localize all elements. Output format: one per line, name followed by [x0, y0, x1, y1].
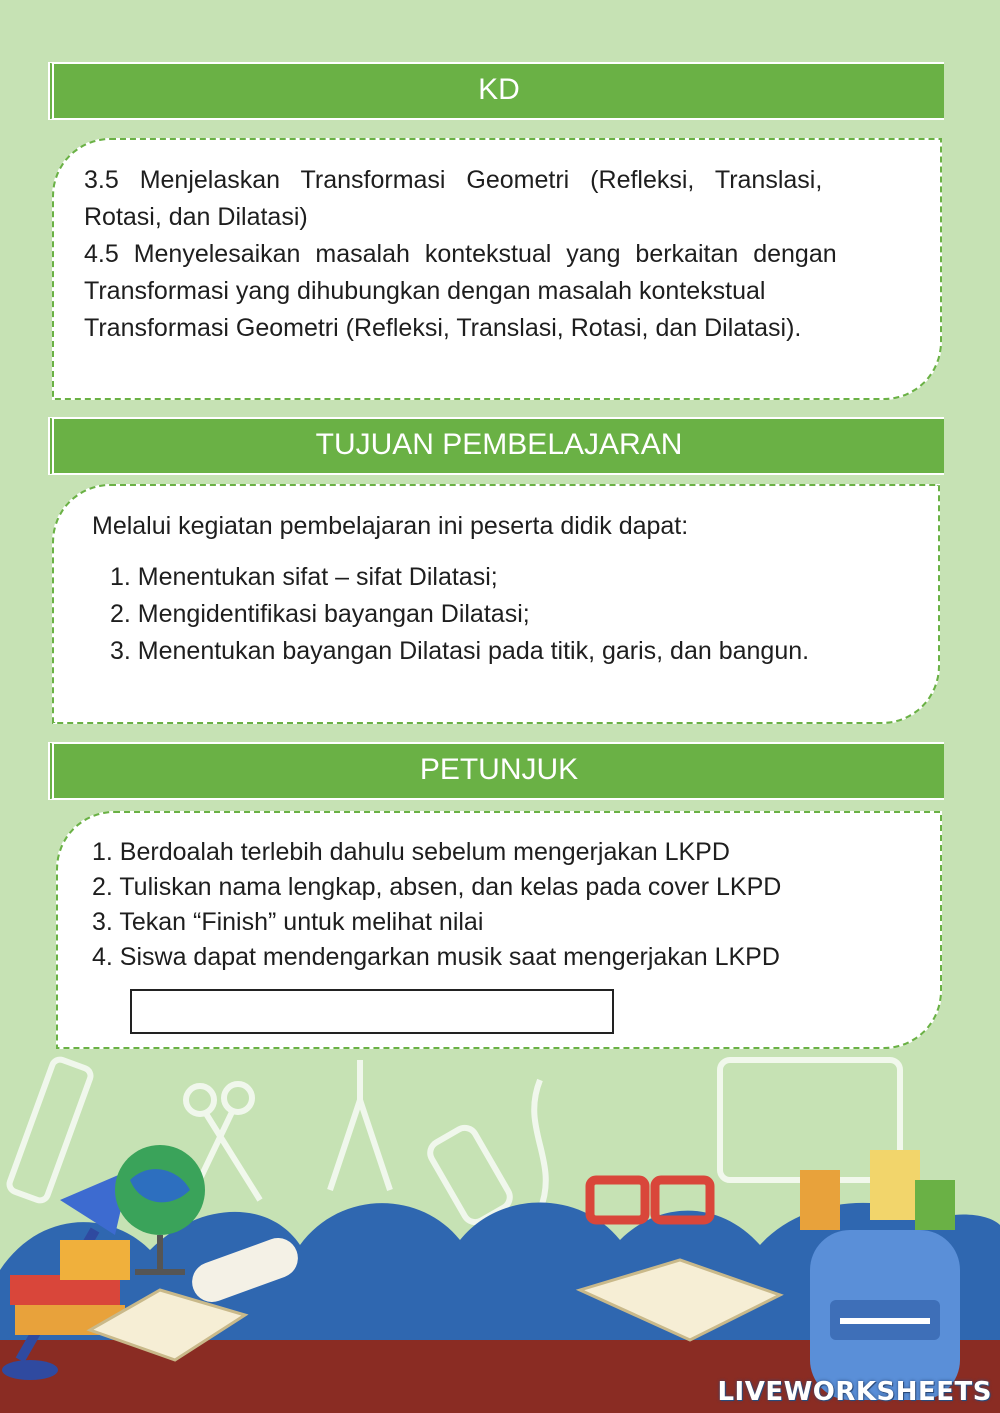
petunjuk-list	[92, 835, 920, 975]
kd-panel	[52, 138, 942, 400]
kd-line-3: 4.5 Menyelesaikan masalah kontekstual yang berkaitan dengan	[84, 240, 837, 268]
kd-line-5: Transformasi Geometri (Refleksi, Translasi, Rotasi, dan Dilatasi).	[84, 314, 802, 342]
petunjuk-title: PETUNJUK	[419, 753, 579, 786]
tujuan-panel	[52, 484, 940, 724]
list-item: 1. Berdoalah terlebih dahulu sebelum mengerjakan LKPD	[92, 838, 730, 866]
kd-line-4: Transformasi yang dihubungkan dengan masalah kontekstual	[84, 277, 766, 305]
school-supplies-illustration	[0, 1040, 1000, 1413]
list-item: 3. Menentukan bayangan Dilatasi pada titik, garis, dan bangun.	[110, 637, 810, 665]
kd-header	[48, 62, 944, 120]
kd-line-2: Rotasi, dan Dilatasi)	[84, 203, 308, 231]
answer-input[interactable]	[130, 989, 614, 1034]
kd-title: KD	[478, 73, 520, 106]
list-item: 3. Tekan “Finish” untuk melihat nilai	[92, 908, 484, 936]
petunjuk-header	[48, 742, 944, 800]
list-item: 1. Menentukan sifat – sifat Dilatasi;	[110, 563, 498, 591]
list-item: 2. Tuliskan nama lengkap, absen, dan kelas pada cover LKPD	[92, 873, 782, 901]
backpack-icon	[810, 1230, 960, 1400]
liveworksheets-watermark: LIVEWORKSHEETS	[717, 1377, 992, 1407]
pencil-cup-icon	[800, 1150, 955, 1230]
tujuan-intro: Melalui kegiatan pembelajaran ini peserta didik dapat:	[92, 512, 689, 540]
list-item: 2. Mengidentifikasi bayangan Dilatasi;	[110, 600, 530, 628]
tujuan-list	[92, 559, 918, 670]
list-item: 4. Siswa dapat mendengarkan musik saat mengerjakan LKPD	[92, 943, 780, 971]
kd-line-1: 3.5 Menjelaskan Transformasi Geometri (Refleksi, Translasi,	[84, 166, 823, 194]
tujuan-header	[48, 417, 944, 475]
tujuan-title: TUJUAN PEMBELAJARAN	[315, 428, 683, 461]
